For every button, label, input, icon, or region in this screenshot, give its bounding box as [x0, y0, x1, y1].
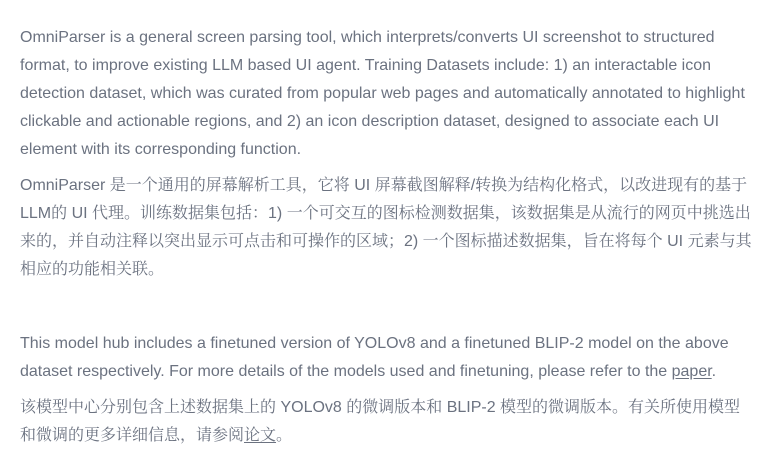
paragraph-models-zh [20, 394, 755, 450]
paper-link[interactable]: paper [671, 363, 712, 380]
paragraph-intro-zh: OmniParser 是一个通用的屏幕解析工具，它将 UI 屏幕截图解释/转换为结构化格式，以改进现有的基于LLM的 UI 代理。训练数据集包括：1) 一个可交互的图标检测数据集，该数据集是从流行的网页中挑选出来的，并自动注释以突出显示可点击和可操作的区域；2) 一个图标描述数据集，旨在将每个 UI 元素与其相应的功能相关联。 [20, 177, 752, 278]
models-en-text: This model hub includes a finetuned version of YOLOv8 and a finetuned BLIP-2 model on the above dataset respectively. For more details of the models used and finetuning, please refer to the [20, 335, 729, 380]
models-en-period: . [711, 363, 717, 380]
paragraph-models-en [20, 330, 755, 386]
paragraph-intro-en: OmniParser is a general screen parsing tool, which interprets/converts UI screenshot to structured format, to improve existing LLM based UI agent. Training Datasets include: 1) an interactable icon detection dataset, which was curated from popular web pages and automatically annotated to highlight clickable and actionable regions, and 2) an icon description dataset, designed to associate each UI element with its corresponding function. [20, 29, 745, 158]
paper-link-zh[interactable]: 论文 [244, 427, 277, 444]
models-zh-text: 该模型中心分别包含上述数据集上的 YOLOv8 的微调版本和 BLIP-2 模型的微调版本。有关所使用模型和微调的更多详细信息，请参阅 [20, 399, 741, 444]
models-zh-period: 。 [276, 427, 293, 444]
